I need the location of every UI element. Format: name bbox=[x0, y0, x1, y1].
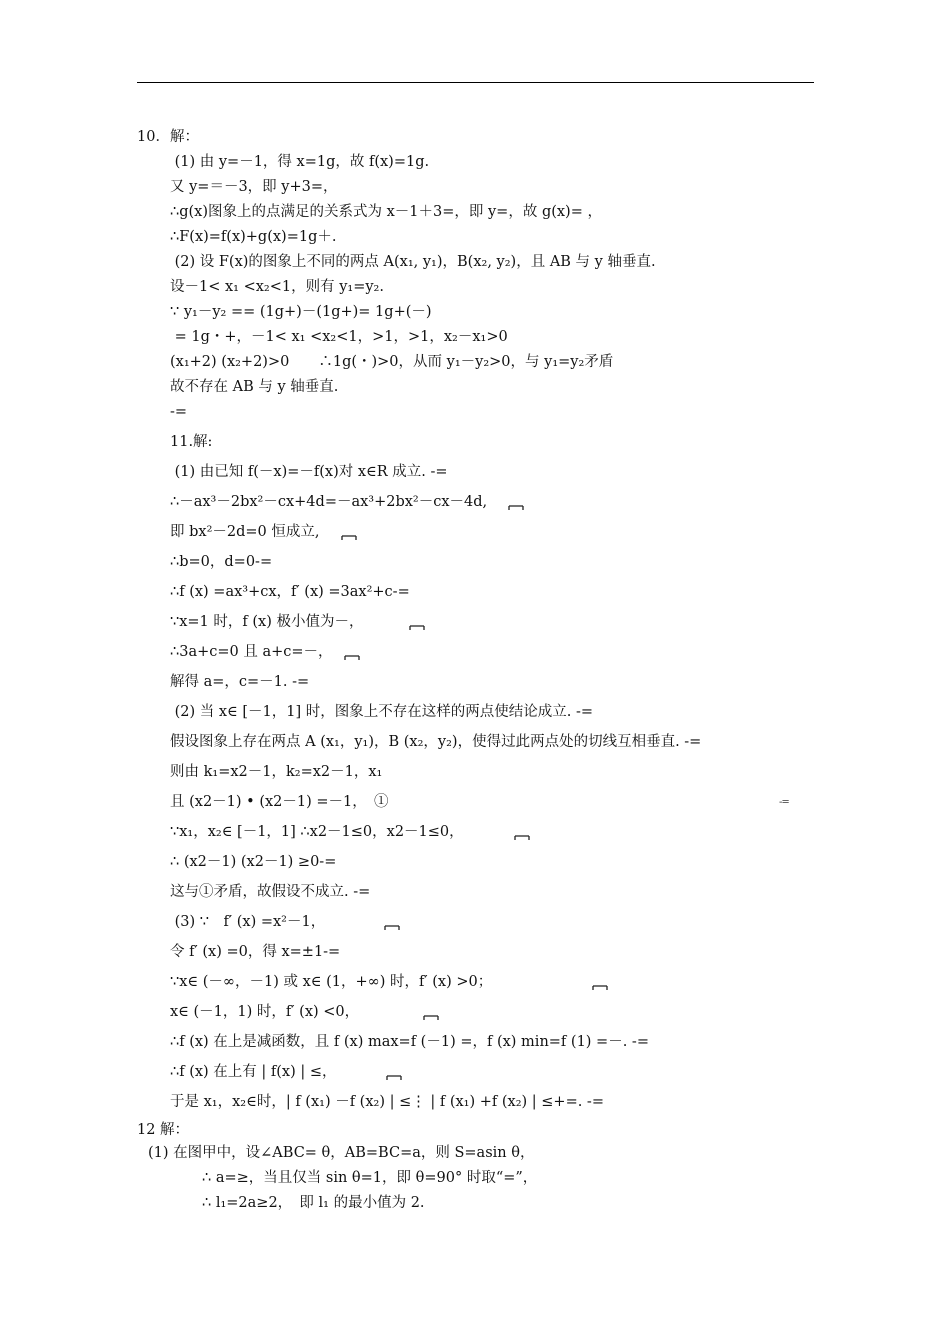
text-line: 设－1< x₁ <x₂<1，则有 y₁=y₂. bbox=[170, 279, 384, 295]
text-line: ∴f (x) =ax³+cx，f′ (x) =3ax²+c-= bbox=[170, 584, 410, 600]
text-line: 即 bx²－2d=0 恒成立, bbox=[170, 524, 320, 540]
text-line: ∴ (x2－1) (x2－1) ≥0-= bbox=[170, 854, 337, 870]
text-line: (3) ∵ f′ (x) =x²－1， bbox=[170, 914, 326, 930]
text-line: (2) 设 F(x)的图象上不同的两点 A(x₁, y₁)，B(x₂, y₂)，且 AB 与 y 轴垂直. bbox=[170, 254, 656, 270]
text-line: 假设图象上存在两点 A (x₁，y₁)，B (x₂，y₂)，使得过此两点处的切线互相垂直. -= bbox=[170, 734, 702, 750]
text-line: ∴g(x)图象上的点满足的关系式为 x－1＋3=，即 y=，故 g(x)= ， bbox=[170, 204, 602, 220]
text-line: ∴－ax³－2bx²－cx+4d=－ax³+2bx²－cx－4d, bbox=[170, 494, 488, 510]
text-line: ∴ l₁=2a≥2， 即 l₁ 的最小值为 2. bbox=[202, 1195, 425, 1211]
text-line: x∈ (－1，1) 时，f′ (x) <0， bbox=[170, 1004, 360, 1020]
text-line: ∵x=1 时，f (x) 极小值为－， bbox=[170, 614, 364, 630]
text-line: (x₁+2) (x₂+2)>0 ∴1g(・)>0，从而 y₁－y₂>0，与 y₁=y₂矛盾 bbox=[170, 354, 614, 370]
text-line: (2) 当 x∈ [－1，1] 时，图象上不存在这样的两点使结论成立. -= bbox=[170, 704, 594, 720]
problem-12-heading: 12 解： bbox=[137, 1122, 190, 1138]
bracket-mark-icon bbox=[345, 656, 359, 660]
text-line: ∴b=0，d=0-= bbox=[170, 554, 273, 570]
text-line: = 1g・+，－1< x₁ <x₂<1，>1，>1，x₂－x₁>0 bbox=[170, 329, 508, 345]
text-line: ∴F(x)=f(x)+g(x)=1g＋. bbox=[170, 229, 337, 245]
text-line: 于是 x₁，x₂∈时，| f (x₁) －f (x₂) | ≤⋮ | f (x₁) +f (x₂) | ≤+=. -= bbox=[170, 1094, 604, 1110]
bracket-mark-icon bbox=[593, 986, 607, 990]
text-line: -= bbox=[170, 404, 188, 420]
problem-10-heading: 10．解： bbox=[137, 129, 199, 145]
bracket-mark-icon bbox=[410, 626, 424, 630]
text-line: 这与①矛盾，故假设不成立. -= bbox=[170, 884, 371, 900]
text-line: ∴3a+c=0 且 a+c=－， bbox=[170, 644, 333, 660]
bracket-mark-icon bbox=[424, 1016, 438, 1020]
text-line: ∴f (x) 在上有 | f(x) | ≤， bbox=[170, 1064, 337, 1080]
bracket-mark-icon bbox=[515, 836, 529, 840]
problem-11-heading: 11.解: bbox=[170, 434, 213, 450]
text-line: 则由 k₁=x2－1，k₂=x2－1，x₁ bbox=[170, 764, 383, 780]
text-line: (1) 在图甲中，设∠ABC= θ，AB=BC=a，则 S=asin θ， bbox=[148, 1145, 535, 1161]
bracket-mark-icon bbox=[387, 1076, 401, 1080]
text-line: 令 f′ (x) =0，得 x=±1-= bbox=[170, 944, 341, 960]
text-line: 且 (x2－1) • (x2－1) =－1， ① bbox=[170, 794, 389, 810]
bracket-mark-icon bbox=[385, 926, 399, 930]
text-line: ∵x₁，x₂∈ [－1，1] ∴x2－1≤0，x2－1≤0， bbox=[170, 824, 464, 840]
text-line: 故不存在 AB 与 y 轴垂直. bbox=[170, 379, 339, 395]
text-line: ∵ y₁－y₂ == (1g+)－(1g+)= 1g+(－) bbox=[170, 304, 432, 320]
bracket-mark-icon bbox=[342, 536, 356, 540]
text-line: (1) 由已知 f(－x)=－f(x)对 x∈R 成立. -= bbox=[170, 464, 448, 480]
bracket-mark-icon bbox=[509, 506, 523, 510]
text-line: 又 y=＝－3，即 y+3=， bbox=[170, 179, 338, 195]
text-line: (1) 由 y=－1，得 x=1g，故 f(x)=1g. bbox=[170, 154, 430, 170]
text-line: ∵x∈ (－∞，－1) 或 x∈ (1，+∞) 时，f′ (x) >0； bbox=[170, 974, 493, 990]
text-line: 解得 a=，c=－1. -= bbox=[170, 674, 310, 690]
text-line: ∴ a=≥，当且仅当 sin θ=1，即 θ=90° 时取“=”， bbox=[202, 1170, 538, 1186]
margin-mark: -= bbox=[779, 797, 789, 808]
text-line: ∴f (x) 在上是减函数，且 f (x) max=f (－1) =，f (x) min=f (1) =－. -= bbox=[170, 1034, 649, 1050]
